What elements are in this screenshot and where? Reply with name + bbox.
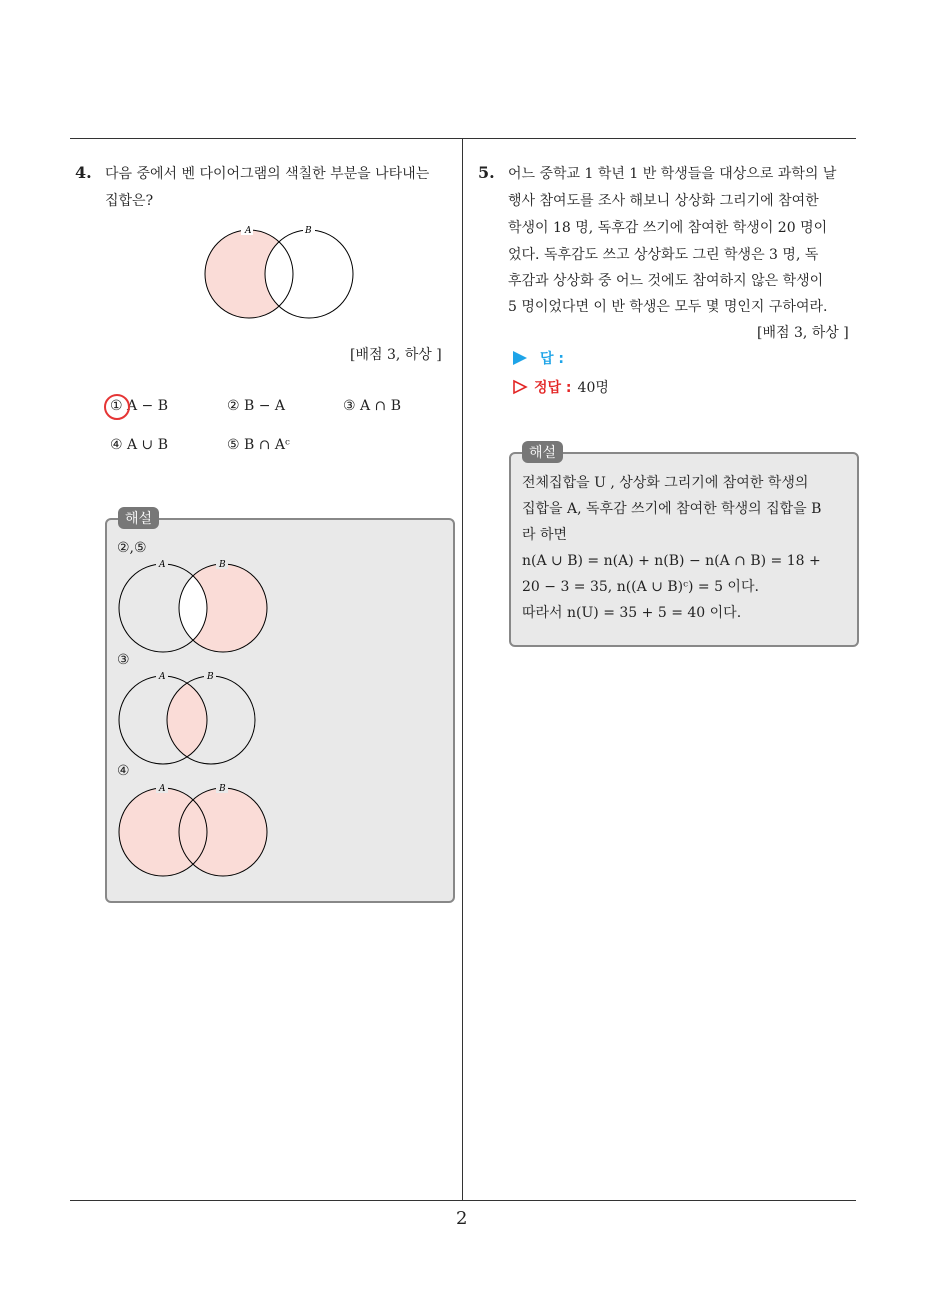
- solution-label-4: ④: [117, 763, 130, 779]
- question-5-text-line3: 학생이 18 명, 독후감 쓰기에 참여한 학생이 20 명이: [508, 220, 828, 236]
- solution-label-3: ③: [117, 652, 130, 668]
- solution-venn-3-label-a: A: [159, 784, 166, 794]
- question-4-score: [배점 3, 하상 ]: [350, 347, 442, 363]
- correct-value: 40명: [577, 380, 609, 396]
- top-rule: [70, 138, 856, 139]
- solution-venn-2-label-a: A: [159, 672, 166, 682]
- solution-venn-b-minus-a: [112, 558, 282, 658]
- bottom-rule: [70, 1200, 856, 1201]
- solution-venn-union: [112, 782, 282, 882]
- column-divider: [462, 139, 463, 1201]
- choice-1-label: ① A − B: [110, 398, 169, 414]
- question-5-number: 5.: [478, 163, 495, 182]
- venn-label-b: B: [305, 226, 312, 236]
- choice-2[interactable]: [227, 398, 285, 414]
- selected-answer-mark: [104, 394, 130, 420]
- outline-triangle-icon: [512, 379, 528, 395]
- solution-venn-intersection: [112, 670, 282, 770]
- question-4-venn-diagram: [195, 220, 365, 330]
- choice-4-label: ④ A ∪ B: [110, 437, 169, 453]
- question-5-text-line4: 었다. 독후감도 쓰고 상상화도 그린 학생은 3 명, 독: [508, 247, 819, 263]
- solution-5-line5: 20 − 3 = 35, n((A ∪ B)ᶜ) = 5 이다.: [522, 579, 759, 595]
- solution-venn-1-label-b: B: [219, 560, 226, 570]
- solution-5-line4: n(A ∪ B) = n(A) + n(B) − n(A ∩ B) = 18 +: [522, 553, 821, 569]
- question-5-text-line2: 행사 참여도를 조사 해보니 상상화 그리기에 참여한: [508, 193, 819, 209]
- solution-5-line3: 라 하면: [522, 527, 568, 543]
- choice-5[interactable]: [227, 437, 290, 453]
- question-5-text-line1: 어느 중학교 1 학년 1 반 학생들을 대상으로 과학의 날: [508, 166, 837, 182]
- choice-4[interactable]: [110, 437, 168, 453]
- play-triangle-icon: [512, 350, 528, 366]
- question-5-text-line6: 5 명이었다면 이 반 학생은 모두 몇 명인지 구하여라.: [508, 299, 828, 315]
- solution-5-line6: 따라서 n(U) = 35 + 5 = 40 이다.: [522, 605, 742, 621]
- choice-3-label: ③ A ∩ B: [343, 398, 402, 414]
- choice-3[interactable]: [343, 398, 401, 414]
- choice-2-label: ② B − A: [227, 398, 286, 414]
- page-number: 2: [456, 1208, 468, 1229]
- question-4-text-line2: 집합은?: [105, 193, 154, 209]
- question-4-number: 4.: [75, 163, 92, 182]
- answer-label: 답 :: [540, 351, 564, 367]
- solution-label-2-5: ②,⑤: [117, 540, 147, 556]
- solution-venn-1-label-a: A: [159, 560, 166, 570]
- question-4-solution-tag: 해설: [118, 507, 159, 529]
- solution-5-line1: 전체집합을 U , 상상화 그리기에 참여한 학생의: [522, 475, 809, 491]
- solution-5-line2: 집합을 A, 독후감 쓰기에 참여한 학생의 집합을 B: [522, 501, 822, 517]
- question-5-solution-tag: 해설: [522, 441, 563, 463]
- question-5-text-line5: 후감과 상상화 중 어느 것에도 참여하지 않은 학생이: [508, 273, 824, 289]
- question-4-text-line1: 다음 중에서 벤 다이어그램의 색칠한 부분을 나타내는: [105, 166, 430, 182]
- solution-venn-3-label-b: B: [219, 784, 226, 794]
- question-5-score: [배점 3, 하상 ]: [757, 325, 849, 341]
- solution-venn-2-label-b: B: [207, 672, 214, 682]
- answer-row[interactable]: [512, 348, 564, 368]
- correct-answer-row: [512, 377, 609, 397]
- choice-5-label: ⑤ B ∩ Aᶜ: [227, 437, 290, 453]
- correct-label: 정답 :: [534, 380, 572, 396]
- venn-label-a: A: [245, 226, 252, 236]
